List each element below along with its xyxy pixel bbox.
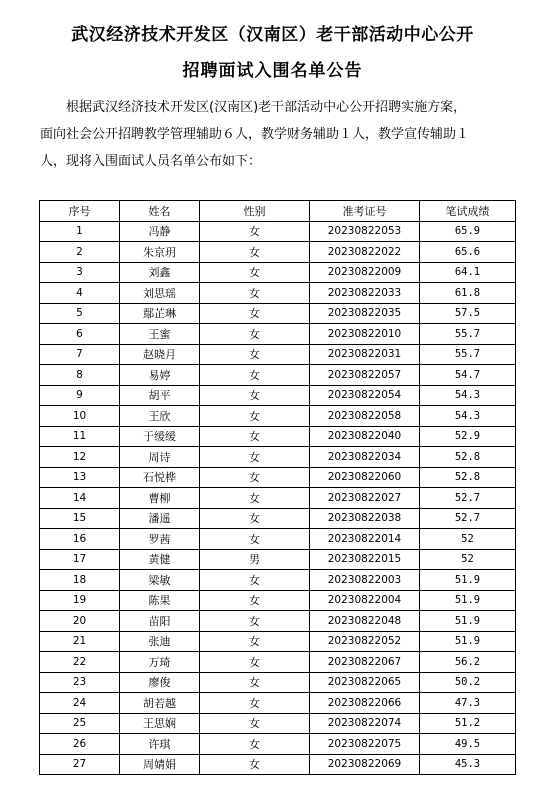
cell-name: 潘遥 [120,508,200,529]
cell-exam-id: 20230822009 [310,262,420,283]
cell-seq: 22 [40,652,120,673]
cell-seq: 27 [40,754,120,775]
cell-written-score: 51.2 [420,713,516,734]
cell-seq: 4 [40,283,120,304]
cell-gender: 女 [200,385,310,406]
cell-gender: 女 [200,611,310,632]
cell-seq: 16 [40,529,120,550]
cell-written-score: 47.3 [420,693,516,714]
cell-seq: 5 [40,303,120,324]
header-gender: 性别 [200,201,310,222]
table-body [40,221,516,775]
cell-name: 万琦 [120,652,200,673]
cell-written-score: 54.7 [420,365,516,386]
table-row [40,611,516,632]
cell-seq: 17 [40,549,120,570]
cell-exam-id: 20230822052 [310,631,420,652]
table-row [40,467,516,488]
cell-exam-id: 20230822035 [310,303,420,324]
cell-exam-id: 20230822031 [310,344,420,365]
cell-written-score: 65.9 [420,221,516,242]
cell-name: 赵晓月 [120,344,200,365]
cell-gender: 女 [200,344,310,365]
cell-exam-id: 20230822075 [310,734,420,755]
cell-exam-id: 20230822054 [310,385,420,406]
cell-gender: 女 [200,283,310,304]
cell-exam-id: 20230822074 [310,713,420,734]
cell-gender: 女 [200,693,310,714]
cell-gender: 女 [200,590,310,611]
cell-exam-id: 20230822057 [310,365,420,386]
table-row [40,426,516,447]
cell-exam-id: 20230822003 [310,570,420,591]
cell-seq: 26 [40,734,120,755]
table-row [40,283,516,304]
cell-gender: 女 [200,324,310,345]
cell-exam-id: 20230822034 [310,447,420,468]
cell-exam-id: 20230822048 [310,611,420,632]
cell-name: 胡若越 [120,693,200,714]
cell-gender: 女 [200,672,310,693]
cell-name: 张迪 [120,631,200,652]
intro-line-2: 面向社会公开招聘教学管理辅助６人，教学财务辅助１人，教学宣传辅助１ [40,127,470,142]
cell-name: 周婧娟 [120,754,200,775]
cell-gender: 女 [200,262,310,283]
cell-gender: 女 [200,242,310,263]
cell-seq: 7 [40,344,120,365]
cell-written-score: 65.6 [420,242,516,263]
cell-seq: 24 [40,693,120,714]
table-row [40,303,516,324]
cell-written-score: 54.3 [420,385,516,406]
table-row [40,385,516,406]
cell-exam-id: 20230822060 [310,467,420,488]
table-row [40,365,516,386]
cell-seq: 18 [40,570,120,591]
table-row [40,631,516,652]
cell-seq: 6 [40,324,120,345]
table-row [40,221,516,242]
table-row [40,406,516,427]
cell-name: 苗阳 [120,611,200,632]
cell-name: 刘鑫 [120,262,200,283]
cell-written-score: 55.7 [420,344,516,365]
cell-seq: 3 [40,262,120,283]
table-row [40,242,516,263]
cell-written-score: 51.9 [420,611,516,632]
cell-written-score: 52.7 [420,508,516,529]
table-row [40,447,516,468]
cell-name: 石悦桦 [120,467,200,488]
table-row [40,734,516,755]
cell-gender: 女 [200,570,310,591]
cell-gender: 女 [200,529,310,550]
candidate-table [39,200,516,775]
cell-written-score: 49.5 [420,734,516,755]
cell-written-score: 51.9 [420,631,516,652]
cell-written-score: 52.8 [420,447,516,468]
cell-exam-id: 20230822069 [310,754,420,775]
cell-exam-id: 20230822022 [310,242,420,263]
cell-gender: 女 [200,221,310,242]
header-written-score: 笔试成绩 [420,201,516,222]
table-header-row [40,201,516,222]
table-row [40,713,516,734]
cell-name: 朱京玥 [120,242,200,263]
cell-written-score: 52.9 [420,426,516,447]
cell-written-score: 52 [420,529,516,550]
cell-gender: 女 [200,754,310,775]
cell-exam-id: 20230822066 [310,693,420,714]
table-row [40,344,516,365]
cell-gender: 女 [200,508,310,529]
cell-written-score: 57.5 [420,303,516,324]
cell-seq: 14 [40,488,120,509]
cell-name: 冯静 [120,221,200,242]
cell-gender: 女 [200,631,310,652]
cell-exam-id: 20230822010 [310,324,420,345]
cell-name: 王蜜 [120,324,200,345]
intro-line-3: 人，现将入围面试人员名单公布如下： [40,154,262,169]
cell-name: 胡平 [120,385,200,406]
cell-gender: 女 [200,365,310,386]
table-row [40,324,516,345]
cell-name: 梁敏 [120,570,200,591]
cell-gender: 女 [200,406,310,427]
cell-gender: 女 [200,488,310,509]
intro-line-1: 根据武汉经济技术开发区(汉南区)老干部活动中心公开招聘实施方案， [66,100,467,115]
cell-written-score: 51.9 [420,570,516,591]
cell-written-score: 64.1 [420,262,516,283]
cell-written-score: 56.2 [420,652,516,673]
table-row [40,570,516,591]
cell-name: 罗茜 [120,529,200,550]
table-row [40,693,516,714]
cell-seq: 15 [40,508,120,529]
cell-exam-id: 20230822067 [310,652,420,673]
cell-written-score: 54.3 [420,406,516,427]
cell-gender: 女 [200,713,310,734]
cell-name: 王欣 [120,406,200,427]
cell-name: 曹柳 [120,488,200,509]
cell-name: 黄健 [120,549,200,570]
cell-exam-id: 20230822040 [310,426,420,447]
cell-name: 刘思瑶 [120,283,200,304]
cell-written-score: 45.3 [420,754,516,775]
cell-name: 陈果 [120,590,200,611]
cell-gender: 女 [200,652,310,673]
cell-gender: 女 [200,467,310,488]
cell-name: 周诗 [120,447,200,468]
cell-seq: 2 [40,242,120,263]
cell-exam-id: 20230822014 [310,529,420,550]
table-row [40,549,516,570]
header-name: 姓名 [120,201,200,222]
cell-name: 王思娴 [120,713,200,734]
table-row [40,590,516,611]
cell-name: 鄢芷琳 [120,303,200,324]
cell-name: 易婷 [120,365,200,386]
cell-exam-id: 20230822065 [310,672,420,693]
cell-seq: 9 [40,385,120,406]
cell-seq: 20 [40,611,120,632]
cell-name: 于缓缓 [120,426,200,447]
cell-written-score: 52.8 [420,467,516,488]
cell-written-score: 51.9 [420,590,516,611]
cell-seq: 8 [40,365,120,386]
header-seq: 序号 [40,201,120,222]
cell-seq: 10 [40,406,120,427]
cell-gender: 女 [200,303,310,324]
cell-written-score: 55.7 [420,324,516,345]
cell-gender: 女 [200,734,310,755]
header-exam-id: 准考证号 [310,201,420,222]
table-row [40,529,516,550]
cell-written-score: 61.8 [420,283,516,304]
cell-written-score: 52.7 [420,488,516,509]
table-row [40,672,516,693]
cell-exam-id: 20230822015 [310,549,420,570]
table-row [40,754,516,775]
cell-seq: 12 [40,447,120,468]
cell-gender: 女 [200,426,310,447]
cell-exam-id: 20230822053 [310,221,420,242]
table-row [40,652,516,673]
intro-paragraph [40,94,540,175]
cell-seq: 13 [40,467,120,488]
cell-seq: 23 [40,672,120,693]
cell-exam-id: 20230822038 [310,508,420,529]
cell-gender: 女 [200,447,310,468]
cell-seq: 11 [40,426,120,447]
cell-name: 廖俊 [120,672,200,693]
cell-name: 许琪 [120,734,200,755]
table-row [40,262,516,283]
cell-seq: 1 [40,221,120,242]
cell-written-score: 52 [420,549,516,570]
cell-seq: 25 [40,713,120,734]
document-title-line-2: 招聘面试入围名单公告 [182,61,363,81]
table-row [40,488,516,509]
cell-written-score: 50.2 [420,672,516,693]
cell-seq: 21 [40,631,120,652]
cell-exam-id: 20230822033 [310,283,420,304]
cell-exam-id: 20230822027 [310,488,420,509]
table-row [40,508,516,529]
document-title-line-1: 武汉经济技术开发区（汉南区）老干部活动中心公开 [71,25,474,45]
cell-exam-id: 20230822004 [310,590,420,611]
cell-exam-id: 20230822058 [310,406,420,427]
cell-seq: 19 [40,590,120,611]
cell-gender: 男 [200,549,310,570]
